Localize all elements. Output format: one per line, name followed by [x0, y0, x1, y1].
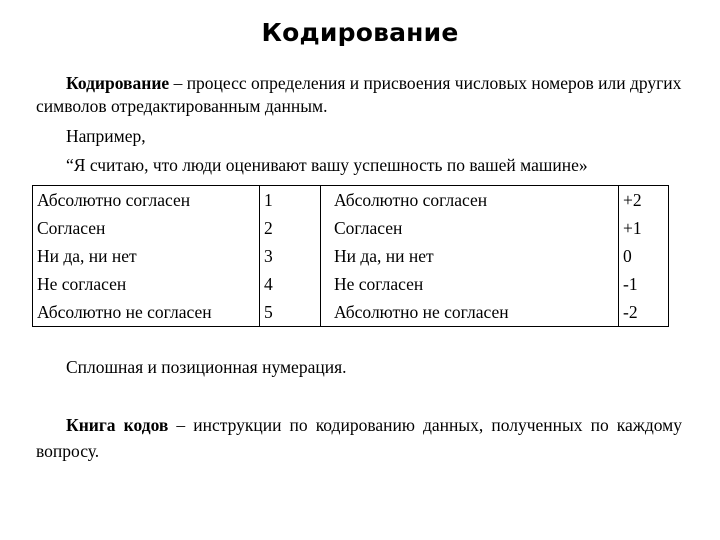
example-quote: “Я считаю, что люди оценивают вашу успешность по вашей машине» [66, 155, 588, 175]
definition-paragraph [36, 72, 682, 118]
scale-label-b: Не согласен [321, 270, 619, 298]
scale-code-b: 0 [619, 242, 669, 270]
scale-label-a: Не согласен [33, 270, 260, 298]
definition-text: – процесс определения и присвоения числовых номеров или других символов отредактированным данным. [36, 73, 682, 116]
table-row [33, 270, 669, 298]
example-label: Например, [66, 126, 146, 146]
scale-code-b: -1 [619, 270, 669, 298]
scale-label-b: Абсолютно не согласен [321, 298, 619, 327]
definition-term: Кодирование [66, 73, 170, 93]
numbering-note: Сплошная и позиционная нумерация. [66, 357, 347, 377]
scale-label-b: Ни да, ни нет [321, 242, 619, 270]
codebook-text: – инструкции по кодированию данных, полученных по каждому вопросу. [36, 415, 682, 461]
table-row [33, 214, 669, 242]
slide-title: Кодирование [261, 18, 459, 47]
codebook-paragraph [36, 412, 682, 464]
scale-label-a: Абсолютно не согласен [33, 298, 260, 327]
scale-code-b: +2 [619, 186, 669, 215]
scale-label-a: Согласен [33, 214, 260, 242]
scale-code-a: 2 [260, 214, 321, 242]
table-row [33, 298, 669, 327]
scale-code-a: 1 [260, 186, 321, 215]
scale-label-a: Ни да, ни нет [33, 242, 260, 270]
coding-scale-table [32, 185, 669, 327]
scale-label-b: Абсолютно согласен [321, 186, 619, 215]
table-row [33, 186, 669, 215]
scale-label-b: Согласен [321, 214, 619, 242]
scale-code-a: 3 [260, 242, 321, 270]
scale-code-b: -2 [619, 298, 669, 327]
scale-code-b: +1 [619, 214, 669, 242]
scale-code-a: 4 [260, 270, 321, 298]
table-row [33, 242, 669, 270]
scale-label-a: Абсолютно согласен [33, 186, 260, 215]
scale-code-a: 5 [260, 298, 321, 327]
codebook-term: Книга кодов [66, 415, 169, 435]
